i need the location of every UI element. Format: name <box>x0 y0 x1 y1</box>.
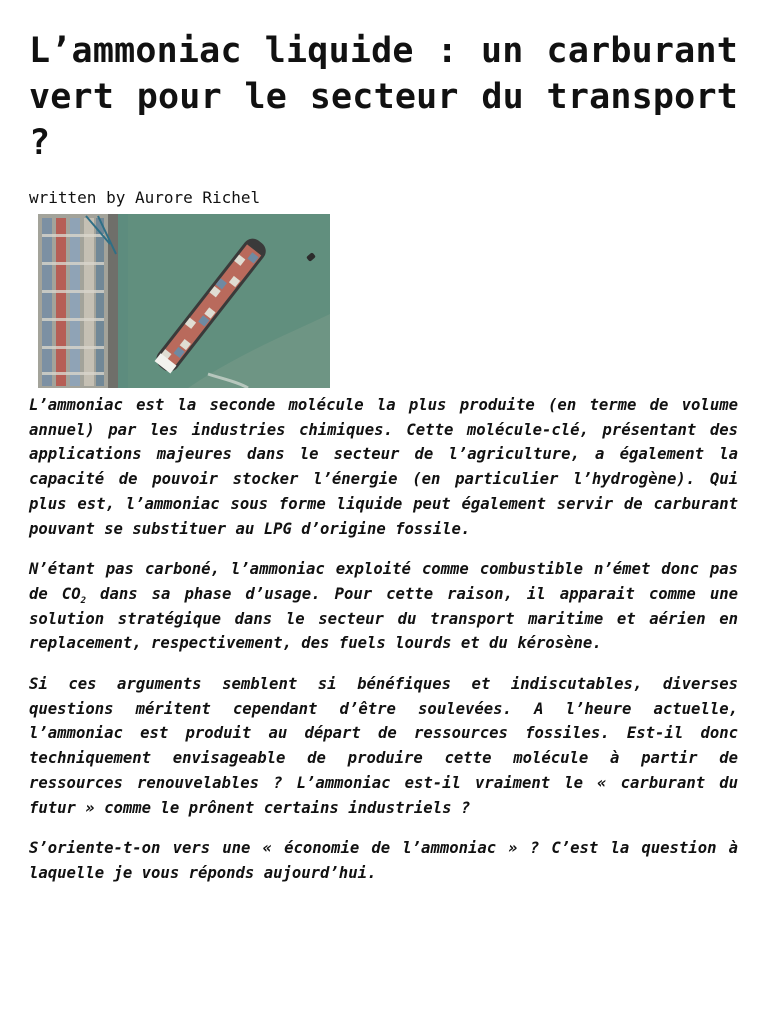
paragraph-2 <box>29 557 738 656</box>
paragraph-2-part-b: dans sa phase d’usage. Pour cette raison, il apparait comme une solution stratégique dans le secteur du transport maritime et aérien en replacement, respectivement, des fuels lourds et du kérosène. <box>29 584 738 653</box>
article-title: L’ammoniac liquide : un carburant vert pour le secteur du transport ? <box>29 31 738 163</box>
hero-image-container-ship <box>38 214 330 388</box>
article-body <box>29 393 738 886</box>
paragraph-2-part-a: N’étant pas carboné, l’ammoniac exploité comme combustible n’émet donc pas de CO <box>29 560 738 603</box>
article-byline: written by Aurore Richel <box>29 188 261 207</box>
paragraph-3: Si ces arguments semblent si bénéfiques et indiscutables, diverses questions méritent cependant d’être soulevées. A l’heure actuelle, l’ammoniac est produit au départ de ressources fossiles. Est-il donc techniquement envisageable de produire cette molécule à partir de ressources renouvelables ? L’ammoniac est-il vraiment le « carburant du futur » comme le prônent certains industriels ? <box>29 675 738 817</box>
container-ship-aerial-photo <box>38 214 330 388</box>
paragraph-4: S’oriente-t-on vers une « économie de l’ammoniac » ? C’est la question à laquelle je vous réponds aujourd’hui. <box>29 839 738 882</box>
paragraph-1: L’ammoniac est la seconde molécule la plus produite (en terme de volume annuel) par les industries chimiques. Cette molécule-clé, présentant des applications majeures dans le secteur de l’agriculture, a également la capacité de pouvoir stocker l’énergie (en particulier l’hydrogène). Qui plus est, l’ammoniac sous forme liquide peut également servir de carburant pouvant se substituer au LPG d’origine fossile. <box>29 396 738 538</box>
co2-subscript: 2 <box>80 596 87 607</box>
